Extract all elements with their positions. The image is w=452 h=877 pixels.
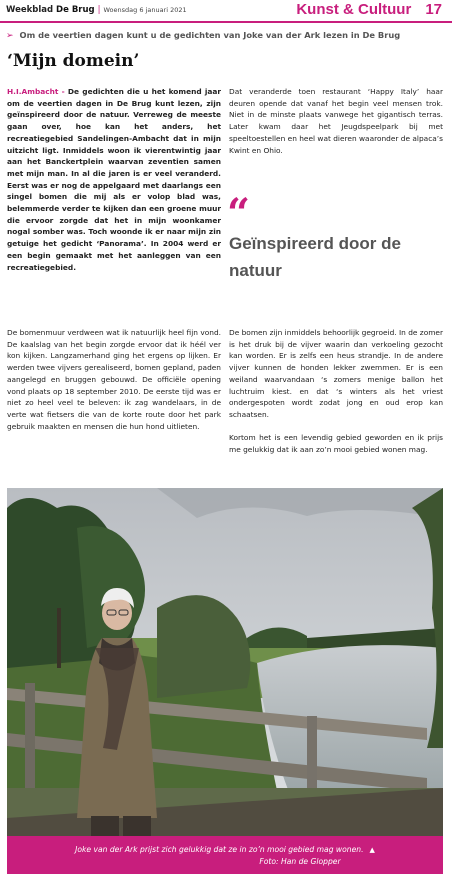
paragraph: Kortom het is een levendig gebied geworden en ik prijs me gelukkig dat ik aan zo’n mooi gebied wonen mag. [229, 433, 443, 455]
publication-prefix: Weekblad [6, 5, 57, 15]
pull-quote: Geïnspireerd door de natuur [229, 234, 401, 280]
publication-info [6, 5, 187, 15]
triangle-up-icon: ▲ [369, 846, 375, 854]
photo-credit: Foto: Han de Glopper [259, 857, 341, 866]
arrow-right-icon: ➢ [6, 31, 14, 41]
intro-text: Om de veertien dagen kunt u de gedichten van Joke van der Ark lezen in De Brug [19, 30, 401, 40]
paragraph: Dat veranderde toen restaurant ‘Happy Italy’ haar deuren opende dat vanaf het begin veel mensen trok. Niet in de minste plaats vanwege het gigantisch terras. Later kwam daar het Jeugdspeelpark bij met speeltoestellen en heel wat dieren waaronder de alpaca’s Kwint en Ohio. [229, 87, 443, 155]
page-number: 17 [425, 1, 442, 18]
dateline: H.I.Ambacht - [7, 87, 68, 96]
section-name: Kunst & Cultuur [296, 1, 412, 18]
issue-date: Woensdag 6 januari 2021 [103, 6, 187, 14]
publication-title: De Brug [56, 5, 95, 15]
lead-text: De gedichten die u het komend jaar om de veertien dagen in De Brug kunt lezen, zijn geïnspireerd door de natuur. Verreweg de meeste gaan over, hoe kan het anders, het recreatiegebied Sandelingen-Ambacht dat in mijn uitzicht ligt. Inmiddels woon ik vierentwintig jaar aan het Banckertplein waarvan zeventien samen met mijn man. In al die jaren is er veel veranderd. Eerst was er nog de appelgaard met daarlangs een singel bomen die mij als er volop blad was, belemmerde verder te kijken dan een groene muur die ervoor zorgde dat het in mijn woonkamer nogal somber was. Toch woonde ik er naar mijn zin getuige het gedicht ‘Panorama’. In 2004 werd er een begin gemaakt met het aanleggen van een recreatiegebied. [7, 87, 222, 272]
article-column-left [7, 327, 221, 444]
article-title: ‘Mijn domein’ [7, 51, 140, 71]
page-header [0, 0, 452, 22]
header-rule [0, 21, 452, 23]
photo-caption [7, 836, 443, 874]
paragraph: De bomen zijn inmiddels behoorlijk gegroeid. In de zomer is het druk bij de vijver waarin dan verkoeling gezocht kan worden. Er is zelfs een heus strandje. In de andere vijver kunnen de honden lekker zwemmen. Er is een weiland waarvandaan ‘s zomers menige ballon het luchtruim kiest. en dat ‘s winters als het vriest ondergespoten wordt zodat jong en oud erop kan schaatsen. [229, 328, 443, 419]
paragraph: De bomenmuur verdween wat ik natuurlijk heel fijn vond. De kaalslag van het begin zorgde ervoor dat ik héél ver kon kijken. Langzamerhand ging het ergens op lijken. Er werden twee vijvers gerealiseerd, bomen gepland, paden aangelegd en bruggen gebouwd. De officiële opening vond plaats op 18 september 2010. De eerste tijd was er niet zo heel veel te beleven: ik zag wandelaars, in de verte wat fietsers die van de korte route door het park gebruik maakten en mensen die hun hond uitlieten. [7, 328, 221, 431]
header-separator: | [97, 5, 101, 15]
article-lead [7, 86, 221, 285]
intro-line [6, 30, 446, 41]
quote-mark-icon: “ [227, 190, 251, 237]
article-column-right-bottom [229, 327, 443, 467]
publication-name [6, 5, 95, 15]
article-column-right-top [229, 86, 443, 168]
article-photo [7, 488, 443, 836]
section-heading [296, 1, 442, 18]
caption-text: Joke van der Ark prijst zich gelukkig dat ze in zo’n mooi gebied mag wonen. [75, 845, 364, 854]
